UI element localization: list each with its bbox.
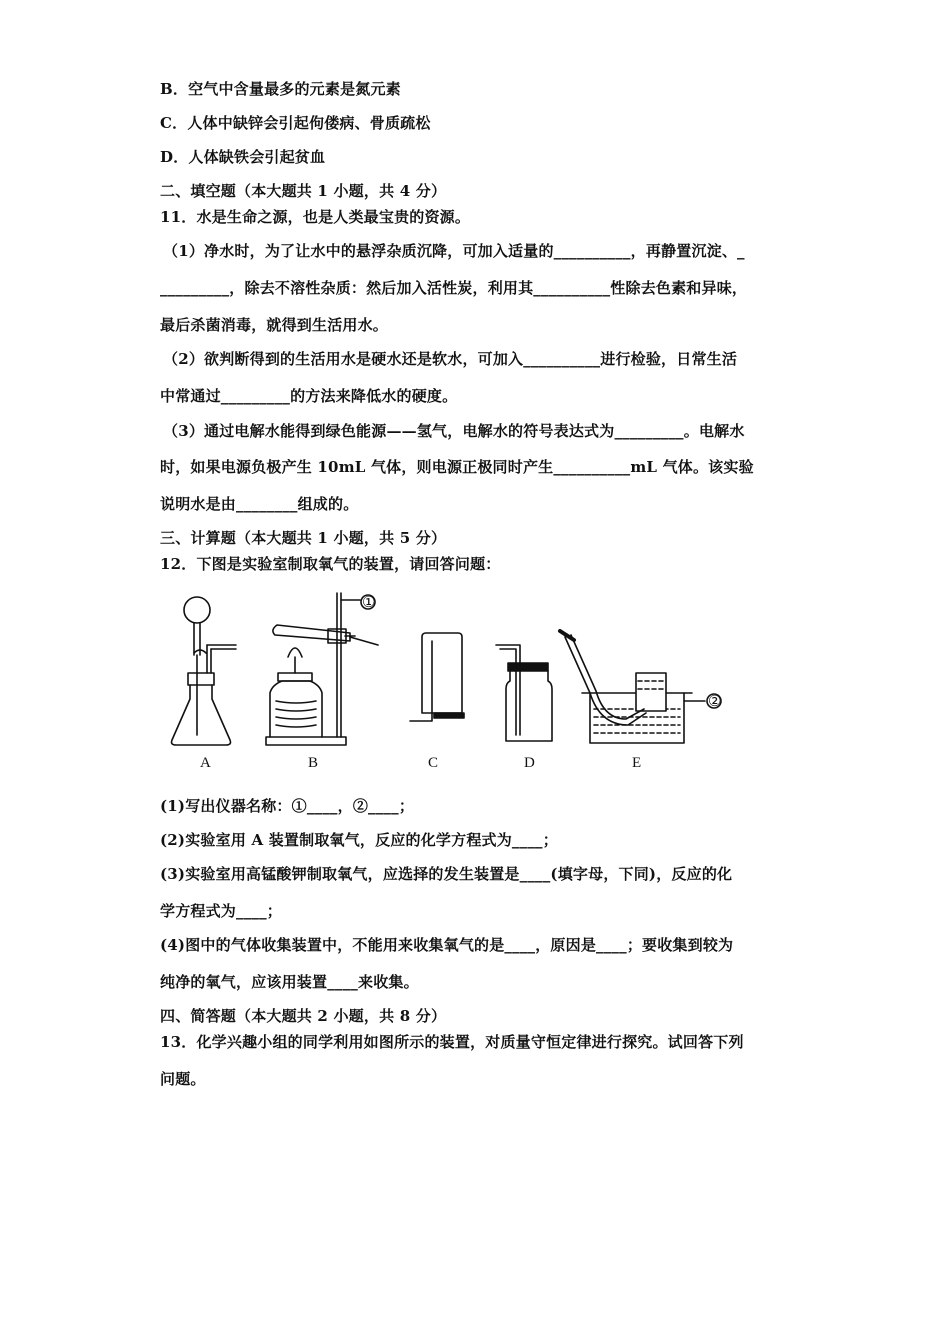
question-12-stem: 12．下图是实验室制取氧气的装置，请回答问题： — [160, 555, 501, 573]
apparatus-diagram — [160, 585, 740, 775]
label-e: E — [632, 755, 642, 771]
question-12-part-2: (2)实验室用 A 装置制取氧气，反应的化学方程式为____； — [160, 831, 558, 849]
question-11-part-1-line-3: 最后杀菌消毒，就得到生活用水。 — [160, 316, 389, 334]
question-11-part-3-line-3: 说明水是由________组成的。 — [160, 495, 359, 513]
question-11-part-3-line-2: 时，如果电源负极产生 10mL 气体，则电源正极同时产生__________mL 气体。该实验 — [160, 458, 754, 476]
option-c: C．人体中缺锌会引起佝偻病、骨质疏松 — [160, 114, 431, 132]
apparatus-b-heating-setup — [266, 593, 378, 745]
label-a: A — [200, 755, 211, 771]
question-12-part-4-line-1: (4)图中的气体收集装置中，不能用来收集氧气的是____，原因是____；要收集到较为 — [160, 936, 734, 954]
apparatus-a-flask-with-funnel — [172, 597, 237, 745]
question-12-part-1: (1)写出仪器名称：①____，②____； — [160, 797, 415, 815]
apparatus-e-water-trough — [560, 631, 705, 743]
section-heading-short-answer: 四、简答题（本大题共 2 小题，共 8 分） — [160, 1007, 447, 1025]
question-13-stem-line-2: 问题。 — [160, 1070, 206, 1088]
question-11-part-1-line-2: _________，除去不溶性杂质：然后加入活性炭，利用其__________性除去色素和异味， — [160, 279, 748, 297]
question-11-part-2-line-2: 中常通过_________的方法来降低水的硬度。 — [160, 387, 458, 405]
question-11-part-3-line-1: （3）通过电解水能得到绿色能源——氢气，电解水的符号表达式为_________。电解水 — [163, 422, 745, 440]
apparatus-c-upward-displacement — [410, 633, 464, 721]
section-heading-fill-in: 二、填空题（本大题共 1 小题，共 4 分） — [160, 182, 447, 200]
label-c: C — [428, 755, 439, 771]
label-b: B — [308, 755, 319, 771]
marker-1-label: ① — [362, 595, 376, 611]
question-11-stem: 11．水是生命之源，也是人类最宝贵的资源。 — [160, 208, 471, 226]
question-12-part-3-line-1: (3)实验室用高锰酸钾制取氧气，应选择的发生装置是____(填字母，下同)，反应的化 — [160, 865, 733, 883]
option-d: D．人体缺铁会引起贫血 — [160, 148, 326, 166]
question-11-part-1-line-1: （1）净水时，为了让水中的悬浮杂质沉降，可加入适量的__________，再静置沉淀、_ — [163, 242, 745, 260]
option-b: B．空气中含量最多的元素是氮元素 — [160, 80, 401, 98]
section-heading-calculation: 三、计算题（本大题共 1 小题，共 5 分） — [160, 529, 447, 547]
question-12-part-3-line-2: 学方程式为____； — [160, 902, 283, 920]
question-12-part-4-line-2: 纯净的氧气，应该用装置____来收集。 — [160, 973, 419, 991]
question-13-stem-line-1: 13．化学兴趣小组的同学利用如图所示的装置，对质量守恒定律进行探究。试回答下列 — [160, 1033, 744, 1051]
apparatus-d-gas-jar — [496, 645, 552, 741]
label-d: D — [524, 755, 535, 771]
question-11-part-2-line-1: （2）欲判断得到的生活用水是硬水还是软水，可加入__________进行检验，日常生活 — [163, 350, 738, 368]
marker-2-label: ② — [708, 694, 722, 710]
